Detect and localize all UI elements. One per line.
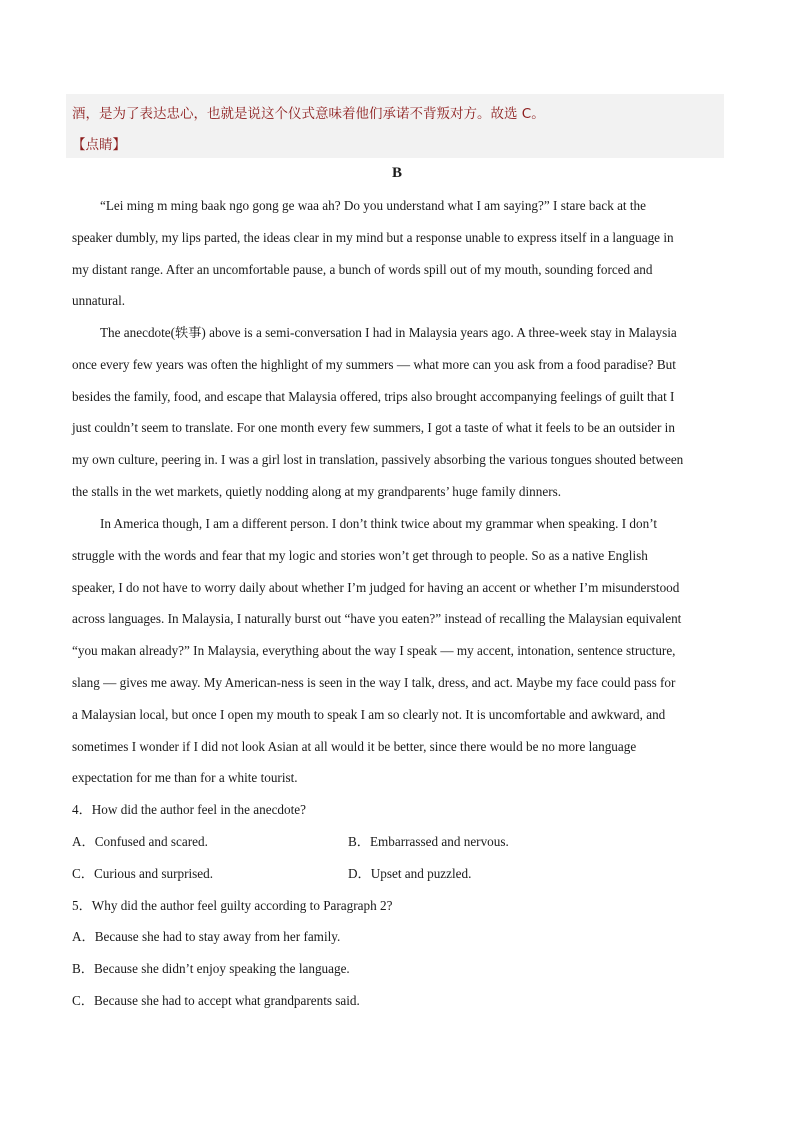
text-line: my distant range. After an uncomfortable pause, a bunch of words spill out of my mouth, sounding forced and xyxy=(72,261,653,277)
question-5-stem: 5．Why did the author feel guilty according to Paragraph 2? xyxy=(72,898,393,913)
text-line: speaker, I do not have to worry daily about whether I’m judged for having an accent or whether I’m misunderstood xyxy=(72,579,680,595)
text-line: “Lei ming m ming baak ngo gong ge waa ah? Do you understand what I am saying?” I stare back at the xyxy=(100,198,647,213)
question-5-option-a: A．Because she had to stay away from her family. xyxy=(72,929,341,944)
paragraph-3 xyxy=(72,508,724,794)
text-line: expectation for me than for a white tourist. xyxy=(72,770,298,786)
text-line: The anecdote(轶事) above is a semi-conversation I had in Malaysia years ago. A three-week stay in Malaysia xyxy=(100,325,677,340)
section-title: B xyxy=(391,165,402,181)
text-line: speaker dumbly, my lips parted, the ideas clear in my mind but a response unable to express itself in a language in xyxy=(72,229,674,245)
text-line: besides the family, food, and escape that Malaysia offered, trips also brought accompanying feelings of guilt that I xyxy=(72,388,675,404)
text-line: once every few years was often the highlight of my summers — what more can you ask from a food paradise? But xyxy=(72,356,676,372)
tip-heading: 【点睛】 xyxy=(72,137,126,153)
text-line: unnatural. xyxy=(72,293,126,309)
text-line: a Malaysian local, but once I open my mouth to speak I am so clearly not. It is uncomfortable and awkward, and xyxy=(72,706,666,722)
text-line: across languages. In Malaysia, I naturally burst out “have you eaten?” instead of recalling the Malaysian equivalent xyxy=(72,611,682,627)
text-line: In America though, I am a different person. I don’t think twice about my grammar when speaking. I don’t xyxy=(100,516,658,531)
text-line: sometimes I wonder if I did not look Asian at all would it be better, since there would be no more language xyxy=(72,738,637,754)
text-line: my own culture, peering in. I was a girl lost in translation, passively absorbing the various tongues shouted between xyxy=(72,452,684,468)
question-4-stem: 4．How did the author feel in the anecdote? xyxy=(72,802,306,817)
paragraph-2 xyxy=(72,317,724,508)
question-4-option-a: A．Confused and scared. xyxy=(72,834,208,849)
text-line: just couldn’t seem to translate. For one month every few summers, I got a taste of what it feels to be an outsider in xyxy=(72,420,675,436)
paragraph-1 xyxy=(72,190,724,317)
question-4-option-d: D．Upset and puzzled. xyxy=(348,866,472,881)
text-line: slang — gives me away. My American-ness is seen in the way I talk, dress, and act. Maybe my face could pass for xyxy=(72,674,676,690)
text-line: struggle with the words and fear that my logic and stories won’t get through to people. So as a native English xyxy=(72,547,648,563)
question-4-option-c: C．Curious and surprised. xyxy=(72,866,214,881)
text-line: the stalls in the wet markets, quietly nodding along at my grandparents’ huge family dinners. xyxy=(72,483,562,499)
answer-explanation-text: 酒，是为了表达忠心，也就是说这个仪式意味着他们承诺不背叛对方。故选 C。 xyxy=(72,106,545,122)
question-4-option-b: B．Embarrassed and nervous. xyxy=(348,834,509,849)
question-5-option-b: B．Because she didn’t enjoy speaking the language. xyxy=(72,961,350,976)
text-line: “you makan already?” In Malaysia, everything about the way I speak — my accent, intonation, sentence structure, xyxy=(72,643,676,659)
question-5-option-c: C．Because she had to accept what grandparents said. xyxy=(72,993,360,1008)
